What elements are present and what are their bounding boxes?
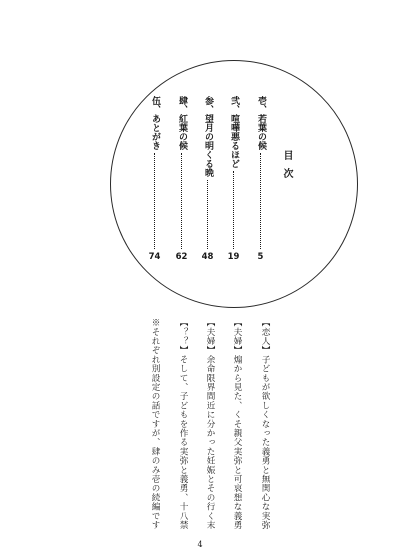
toc-title: 目次 bbox=[281, 150, 292, 186]
story-summary: そして、子どもを作る実弥と義勇、十八禁 bbox=[178, 354, 188, 530]
story-summary: 余命限界間近に分かった妊娠とその行く末 bbox=[205, 354, 215, 530]
toc-entry-page: 19 bbox=[227, 252, 240, 262]
toc-entry bbox=[148, 96, 161, 262]
story-summary: 子どもが欲しくなった義勇と無関心な実弥 bbox=[260, 354, 270, 530]
toc-leader-dots bbox=[154, 153, 155, 249]
toc-leader-dots bbox=[181, 153, 182, 249]
toc-entry bbox=[201, 96, 214, 262]
story-description bbox=[256, 318, 270, 530]
toc-entry-page: 62 bbox=[175, 252, 188, 262]
toc-leader-dots bbox=[207, 180, 208, 249]
toc-leader-dots bbox=[260, 153, 261, 249]
story-tag: 【？？】 bbox=[178, 318, 188, 355]
toc-entry-page: 74 bbox=[148, 252, 161, 262]
toc-entry-label: 壱、若葉の候 bbox=[256, 96, 266, 150]
toc-entry-label: 弐、喧嘩悪るほど bbox=[229, 96, 239, 168]
toc-entry-label: 伍、あとがき bbox=[150, 96, 160, 150]
toc-entry bbox=[175, 96, 188, 262]
story-description bbox=[228, 318, 242, 530]
toc-entry-label: 肆、紅葉の候 bbox=[177, 96, 187, 150]
toc-entry-label: 参、望月の明くる晩 bbox=[203, 96, 213, 177]
toc-entry bbox=[227, 96, 240, 262]
page-number: 4 bbox=[197, 540, 203, 549]
story-tag: 【恋人】 bbox=[260, 318, 270, 355]
story-description bbox=[174, 318, 188, 530]
toc-entry bbox=[254, 96, 267, 262]
story-tag: 【夫婦】 bbox=[205, 318, 215, 355]
note-mark: ※ bbox=[150, 318, 160, 328]
story-note bbox=[146, 318, 160, 530]
story-description bbox=[201, 318, 215, 530]
toc-leader-dots bbox=[233, 171, 234, 249]
note-text: それぞれ別設定の話ですが、肆のみ壱の続編です bbox=[150, 327, 160, 530]
story-tag: 【夫婦】 bbox=[232, 318, 242, 355]
toc-entry-page: 48 bbox=[201, 252, 214, 262]
toc-entry-page: 5 bbox=[257, 252, 264, 262]
story-summary: 煽から見た、くそ親父実弥と可哀想な義勇 bbox=[232, 354, 242, 530]
